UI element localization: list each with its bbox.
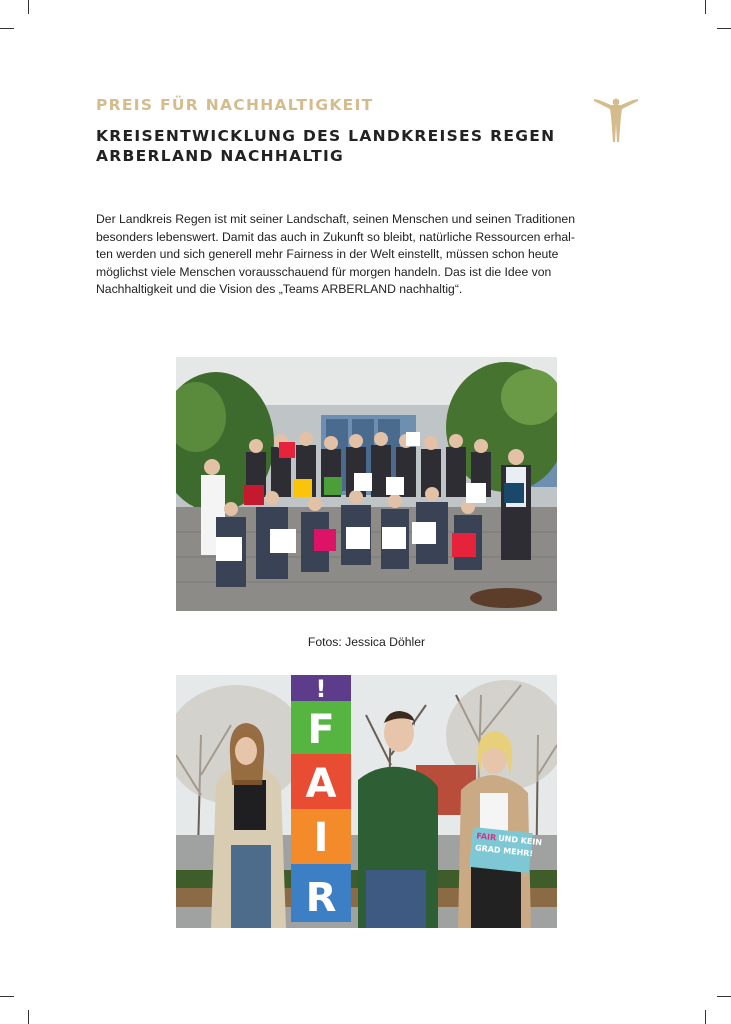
crop-mark-tl-h xyxy=(0,28,14,29)
page-title xyxy=(96,126,555,166)
photo-caption: Fotos: Jessica Döhler xyxy=(307,635,426,649)
fair-photo xyxy=(176,675,557,928)
crop-mark-br-h xyxy=(717,996,731,997)
column-letter: F xyxy=(307,707,335,753)
column-letter: I xyxy=(313,815,329,861)
crop-mark-tr-v xyxy=(705,0,706,14)
crop-mark-bl-h xyxy=(0,996,14,997)
crop-mark-br-v xyxy=(705,1010,706,1024)
paragraph-line: ten werden und sich generell mehr Fairness in der Welt einstellt, müssen schon heute xyxy=(96,247,559,261)
crop-mark-tr-h xyxy=(717,28,731,29)
group-photo xyxy=(176,357,557,611)
paragraph-line: Der Landkreis Regen ist mit seiner Landschaft, seinen Menschen und seinen Traditionen xyxy=(96,212,575,226)
column-letter: ! xyxy=(315,675,327,703)
column-letter: A xyxy=(305,761,337,807)
sign-text: UND KEIN xyxy=(497,833,543,848)
paragraph-line: besonders lebenswert. Damit das auch in Zukunft so bleibt, natürliche Ressourcen erhal- xyxy=(96,229,575,244)
sign-text: GRAD MEHR! xyxy=(474,843,534,859)
title-line-2: ARBERLAND NACHHALTIG xyxy=(96,147,345,165)
sign-text: FAIR xyxy=(475,831,497,843)
fair-photo-illustration xyxy=(176,675,557,928)
column-letter: R xyxy=(305,875,337,921)
crop-mark-tl-v xyxy=(28,0,29,14)
title-line-1: KREISENTWICKLUNG DES LANDKREISES REGEN xyxy=(96,127,556,145)
figure-outstretched-arms-icon xyxy=(592,94,640,144)
paragraph-line: möglichst viele Menschen vorausschauend für morgen handeln. Das ist die Idee von xyxy=(96,264,552,279)
group-photo-illustration xyxy=(176,357,557,611)
intro-paragraph xyxy=(96,211,636,299)
paragraph-line: Nachhaltigkeit und die Vision des „Teams ARBERLAND nachhaltig“. xyxy=(96,282,463,296)
crop-mark-bl-v xyxy=(28,1010,29,1024)
section-kicker: PREIS FÜR NACHHALTIGKEIT xyxy=(96,96,374,114)
